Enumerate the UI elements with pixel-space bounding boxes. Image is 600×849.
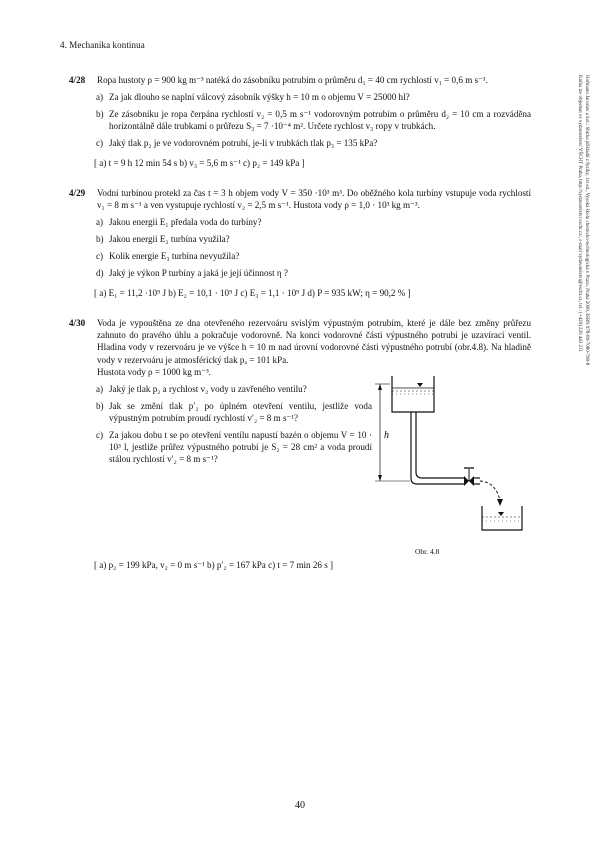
- subquestion-b: b) Jakou energii E₂ turbína využila?: [77, 233, 531, 245]
- answer-line: [ a) E₁ = 11,2 ·10⁹ J b) E₂ = 10,1 · 10⁹ J c) E₃ = 1,1 · 10⁹ J d) P = 935 kW; η = 90,2 % ]: [94, 288, 411, 299]
- density-line: Hustota vody ρ = 1000 kg m⁻³.: [97, 366, 211, 377]
- subquestion-a: a) Jaký je tlak p₂ a rychlost v₂ vody u zavřeného ventilu?: [77, 383, 372, 395]
- subquestion-b: b) Ze zásobníku je ropa čerpána rychlostí v₂ = 0,5 m s⁻¹ vodorovným potrubím o průměru d₂ = 10 cm a rozváděna horizontálně dále trubkami o průřezu S₃ = 7 ·10⁻⁴ m². Určete rychlost v₃ ropy v trubkách.: [96, 109, 531, 132]
- problem-number: 4/28: [69, 75, 86, 85]
- page-content: [69, 74, 531, 571]
- problem-4-29: [69, 187, 531, 300]
- page-number: 40: [295, 800, 305, 811]
- problem-intro: Vodní turbínou protekl za čas t = 3 h objem vody V = 350 ·10³ m³. Do oběžného kola turbíny vstupuje voda rychlostí v₁ = 8 m s⁻¹ a ven vystupuje rychlostí v₂ = 2,5 m s⁻¹. Hustota vody ρ = 1,0 · 10³ kg m⁻³.: [97, 187, 531, 210]
- citation-sidebar: [576, 75, 589, 365]
- subquestion-d: d) Jaký je výkon P turbíny a jaká je její účinnost η ?: [77, 267, 531, 279]
- subquestion-c: c) Kolik energie E₃ turbína nevyužila?: [77, 250, 531, 262]
- problem-number: 4/30: [69, 318, 86, 329]
- problem-intro: Voda je vypouštěna ze dna otevřeného rezervoáru svislým výpustným potrubím, které je dále bez změny průřezu zahnuto do pravého úhlu a pokračuje vodorovně. Na konci vodorovné části výpustného potrubí je uzavírací ventil. Hladina vody v rezervoáru je ve výšce h = 10 m nad úrovní vodorovné části výpustného potrubí (obr.4.8). Na hladině vody v rezervoáru je atmosférický tlak pₐ = 101 kPa.: [97, 318, 531, 365]
- citation-line-1: Hofmann Jaroslav a kol.: Sbírka příkladů z fyziky, 1st ed., Vysoká škola chemicko-technologická v Praze, Praha 2009, ISBN 978-80-7080-708-8: [584, 75, 589, 366]
- chapter-header: 4. Mechanika kontinua: [60, 40, 145, 50]
- subquestion-text: Jaký tlak p₂ je ve vodorovném potrubí, je-li v trubkách tlak p₃ = 135 kPa?: [109, 138, 378, 149]
- answer-line: [ a) t = 9 h 12 min 54 s b) v₃ = 5,6 m s⁻¹ c) p₂ = 149 kPa ]: [94, 158, 305, 169]
- problem-left-column: [77, 366, 372, 547]
- subquestion-text: Kolik energie E₃ turbína nevyužila?: [109, 250, 240, 261]
- citation-line-2: Kniha lze objednat ve vydavatelství VŠCHT Praha, http://vydavatelstvi.vscht.cz/, e-mail vydavatelstvi@vscht.cz, tel.: (+420) 220 443 211: [577, 75, 583, 352]
- problem-intro: Ropa hustoty ρ = 900 kg m⁻³ natéká do zásobníku potrubím o průměru d₁ = 40 cm rychlostí v₁ = 0,6 m s⁻¹.: [97, 75, 488, 85]
- problem-split-layout: [77, 366, 531, 556]
- problem-number: 4/29: [69, 187, 86, 198]
- height-label: h: [384, 429, 389, 441]
- subquestion-a: a) Za jak dlouho se naplní válcový zásobník výšky h = 10 m o objemu V = 25000 hl?: [77, 91, 531, 103]
- subquestion-c: c) Za jakou dobu t se po otevření ventilu napustí bazén o objemu V = 10 · 10³ l, jestliže průřez výpustného potrubí je S₂ = 28 cm² a voda proudí stálou rychlostí v′₂ = 8 m s⁻¹?: [96, 429, 372, 465]
- subquestion-text: Jaký je tlak p₂ a rychlost v₂ vody u zavřeného ventilu?: [109, 383, 307, 394]
- subquestion-text: Jakou energii E₁ předala voda do turbíny?: [109, 216, 262, 227]
- subquestion-text: Ze zásobníku je ropa čerpána rychlostí v₂ = 0,5 m s⁻¹ vodorovným potrubím o průměru d₂ = 10 cm a rozváděna horizontálně dále trubkami o průřezu S₃ = 7 ·10⁻⁴ m². Určete rychlost v₃ ropy v trubkách.: [109, 109, 531, 132]
- problem-4-28: [69, 74, 531, 170]
- subquestion-text: Jakou energii E₂ turbína využila?: [109, 233, 230, 244]
- subquestion-text: Jak se změní tlak p′₂ po úplném otevření ventilu, jestliže voda výpustným potrubím proudí rychlostí v′₂ = 8 m s⁻¹?: [109, 400, 372, 423]
- answer-line: [ a) p₂ = 199 kPa, v₂ = 0 m s⁻¹ b) p′₂ = 167 kPa c) t = 7 min 26 s ]: [94, 559, 334, 570]
- subquestion-c: c) Jaký tlak p₂ je ve vodorovném potrubí, je-li v trubkách tlak p₃ = 135 kPa?: [77, 137, 531, 149]
- subquestion-text: Jaký je výkon P turbíny a jaká je její účinnost η ?: [109, 268, 288, 279]
- subquestion-text: Za jakou dobu t se po otevření ventilu napustí bazén o objemu V = 10 · 10³ l, jestliže průřez výpustného potrubí je S₂ = 28 cm² a voda proudí stálou rychlostí v′₂ = 8 m s⁻¹?: [109, 429, 372, 465]
- subquestion-text: Za jak dlouho se naplní válcový zásobník výšky h = 10 m o objemu V = 25000 hl?: [109, 92, 410, 103]
- subquestion-b: b) Jak se změní tlak p′₂ po úplném otevření ventilu, jestliže voda výpustným potrubím proudí rychlostí v′₂ = 8 m s⁻¹?: [96, 400, 372, 423]
- figure-4-8: [372, 366, 531, 556]
- problem-4-30: [69, 317, 531, 571]
- figure-caption: Obr. 4.8: [415, 546, 440, 556]
- reservoir-diagram: [372, 366, 531, 544]
- subquestion-a: a) Jakou energii E₁ předala voda do turbíny?: [77, 216, 531, 228]
